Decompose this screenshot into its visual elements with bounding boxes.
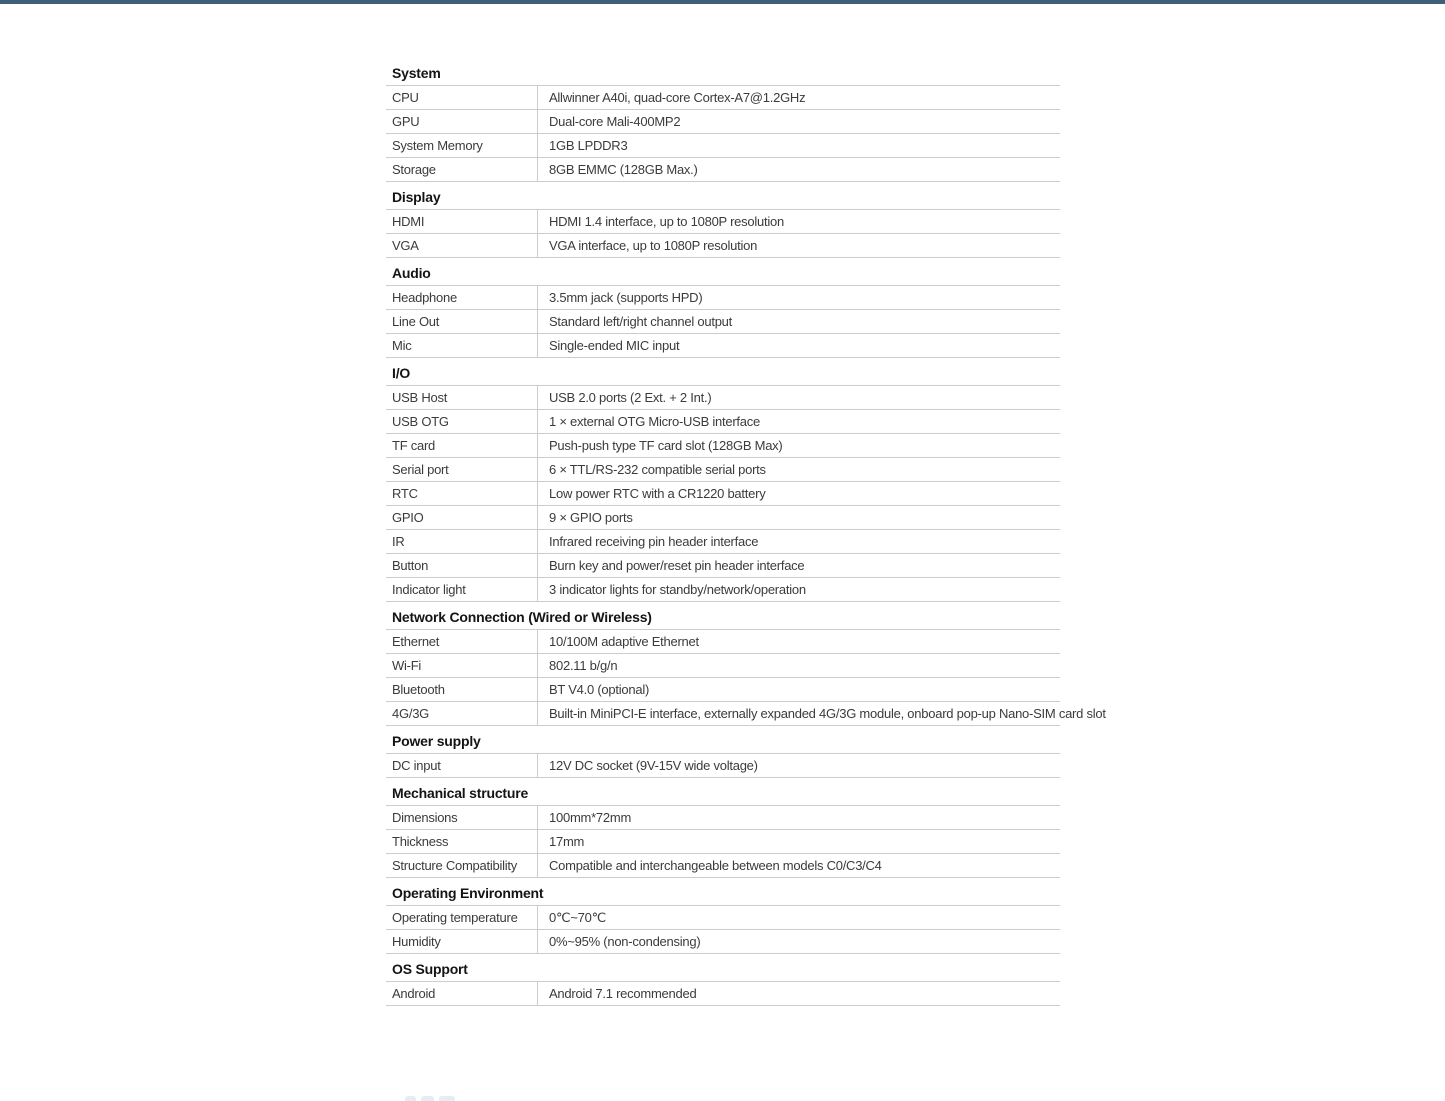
spec-value: Burn key and power/reset pin header interface bbox=[549, 558, 805, 573]
spec-value: USB 2.0 ports (2 Ext. + 2 Int.) bbox=[549, 390, 712, 405]
spec-row bbox=[386, 458, 1060, 482]
spec-label: GPIO bbox=[386, 506, 538, 529]
spec-value: BT V4.0 (optional) bbox=[549, 682, 650, 697]
cutoff-content-fragment bbox=[403, 1094, 463, 1101]
spec-section bbox=[386, 62, 1060, 182]
spec-row bbox=[386, 854, 1060, 878]
spec-label: TF card bbox=[386, 434, 538, 457]
spec-row bbox=[386, 702, 1106, 726]
spec-row bbox=[386, 158, 1060, 182]
spec-value: Built-in MiniPCI-E interface, externally expanded 4G/3G module, onboard pop-up Nano-SIM card slot bbox=[549, 706, 1106, 721]
spec-section bbox=[386, 362, 1060, 602]
spec-row bbox=[386, 334, 1060, 358]
spec-label: Humidity bbox=[386, 930, 538, 953]
spec-value: 12V DC socket (9V-15V wide voltage) bbox=[549, 758, 758, 773]
cutoff-mark bbox=[439, 1096, 455, 1101]
spec-row bbox=[386, 982, 1060, 1006]
section-title: Audio bbox=[386, 262, 1060, 286]
spec-label: Indicator light bbox=[386, 578, 538, 601]
spec-section bbox=[386, 730, 1060, 778]
spec-value: 0℃~70℃ bbox=[549, 910, 606, 925]
spec-value: 0%~95% (non-condensing) bbox=[549, 934, 701, 949]
spec-value: HDMI 1.4 interface, up to 1080P resolution bbox=[549, 214, 784, 229]
spec-value: 8GB EMMC (128GB Max.) bbox=[549, 162, 698, 177]
spec-value: 100mm*72mm bbox=[549, 810, 632, 825]
spec-value: 1 × external OTG Micro-USB interface bbox=[549, 414, 760, 429]
spec-label: Wi-Fi bbox=[386, 654, 538, 677]
spec-section bbox=[386, 186, 1060, 258]
spec-label: Button bbox=[386, 554, 538, 577]
spec-value: Android 7.1 recommended bbox=[549, 986, 697, 1001]
spec-table bbox=[386, 62, 1106, 1006]
spec-label: System Memory bbox=[386, 134, 538, 157]
spec-label: VGA bbox=[386, 234, 538, 257]
section-title: Network Connection (Wired or Wireless) bbox=[386, 606, 1060, 630]
spec-section bbox=[386, 882, 1060, 954]
spec-value: 9 × GPIO ports bbox=[549, 510, 633, 525]
spec-row bbox=[386, 830, 1060, 854]
spec-row bbox=[386, 482, 1060, 506]
spec-value: 3.5mm jack (supports HPD) bbox=[549, 290, 703, 305]
spec-label: Structure Compatibility bbox=[386, 854, 538, 877]
section-title: OS Support bbox=[386, 958, 1060, 982]
spec-label: USB Host bbox=[386, 386, 538, 409]
spec-row bbox=[386, 386, 1060, 410]
spec-value: Compatible and interchangeable between models C0/C3/C4 bbox=[549, 858, 882, 873]
spec-label: Serial port bbox=[386, 458, 538, 481]
section-title: System bbox=[386, 62, 1060, 86]
spec-section bbox=[386, 958, 1060, 1006]
cutoff-mark bbox=[405, 1096, 416, 1101]
spec-row bbox=[386, 134, 1060, 158]
spec-section bbox=[386, 606, 1106, 726]
spec-row bbox=[386, 234, 1060, 258]
section-title: Mechanical structure bbox=[386, 782, 1060, 806]
spec-section bbox=[386, 262, 1060, 358]
top-accent-bar bbox=[0, 0, 1445, 4]
spec-label: Storage bbox=[386, 158, 538, 181]
spec-row bbox=[386, 754, 1060, 778]
spec-label: Ethernet bbox=[386, 630, 538, 653]
spec-label: IR bbox=[386, 530, 538, 553]
spec-row bbox=[386, 110, 1060, 134]
spec-value: 6 × TTL/RS-232 compatible serial ports bbox=[549, 462, 766, 477]
spec-label: Headphone bbox=[386, 286, 538, 309]
spec-value: 802.11 b/g/n bbox=[549, 658, 618, 673]
spec-value: Allwinner A40i, quad-core Cortex-A7@1.2GHz bbox=[549, 90, 806, 105]
spec-value: Low power RTC with a CR1220 battery bbox=[549, 486, 766, 501]
spec-label: Thickness bbox=[386, 830, 538, 853]
spec-label: RTC bbox=[386, 482, 538, 505]
spec-value: 17mm bbox=[549, 834, 585, 849]
spec-label: Operating temperature bbox=[386, 906, 538, 929]
spec-label: GPU bbox=[386, 110, 538, 133]
spec-label: CPU bbox=[386, 86, 538, 109]
spec-label: Bluetooth bbox=[386, 678, 538, 701]
spec-row bbox=[386, 654, 1060, 678]
spec-row bbox=[386, 630, 1060, 654]
spec-row bbox=[386, 434, 1060, 458]
section-title: Power supply bbox=[386, 730, 1060, 754]
spec-label: Dimensions bbox=[386, 806, 538, 829]
spec-value: Infrared receiving pin header interface bbox=[549, 534, 759, 549]
spec-label: HDMI bbox=[386, 210, 538, 233]
section-title: Display bbox=[386, 186, 1060, 210]
cutoff-mark bbox=[421, 1096, 434, 1101]
spec-row bbox=[386, 906, 1060, 930]
spec-row bbox=[386, 578, 1060, 602]
section-title: I/O bbox=[386, 362, 1060, 386]
section-title: Operating Environment bbox=[386, 882, 1060, 906]
spec-value: 10/100M adaptive Ethernet bbox=[549, 634, 699, 649]
spec-value: Single-ended MIC input bbox=[549, 338, 680, 353]
spec-row bbox=[386, 506, 1060, 530]
spec-row bbox=[386, 554, 1060, 578]
spec-value: Push-push type TF card slot (128GB Max) bbox=[549, 438, 783, 453]
spec-label: Android bbox=[386, 982, 538, 1005]
spec-section bbox=[386, 782, 1060, 878]
spec-label: USB OTG bbox=[386, 410, 538, 433]
spec-value: 3 indicator lights for standby/network/operation bbox=[549, 582, 806, 597]
spec-row bbox=[386, 86, 1060, 110]
spec-label: 4G/3G bbox=[386, 702, 538, 725]
spec-row bbox=[386, 678, 1060, 702]
spec-row bbox=[386, 530, 1060, 554]
spec-row bbox=[386, 210, 1060, 234]
spec-label: DC input bbox=[386, 754, 538, 777]
spec-row bbox=[386, 806, 1060, 830]
spec-label: Mic bbox=[386, 334, 538, 357]
spec-value: Dual-core Mali-400MP2 bbox=[549, 114, 681, 129]
spec-value: VGA interface, up to 1080P resolution bbox=[549, 238, 758, 253]
spec-label: Line Out bbox=[386, 310, 538, 333]
spec-value: 1GB LPDDR3 bbox=[549, 138, 628, 153]
spec-value: Standard left/right channel output bbox=[549, 314, 733, 329]
spec-row bbox=[386, 286, 1060, 310]
spec-row bbox=[386, 310, 1060, 334]
spec-row bbox=[386, 930, 1060, 954]
spec-row bbox=[386, 410, 1060, 434]
